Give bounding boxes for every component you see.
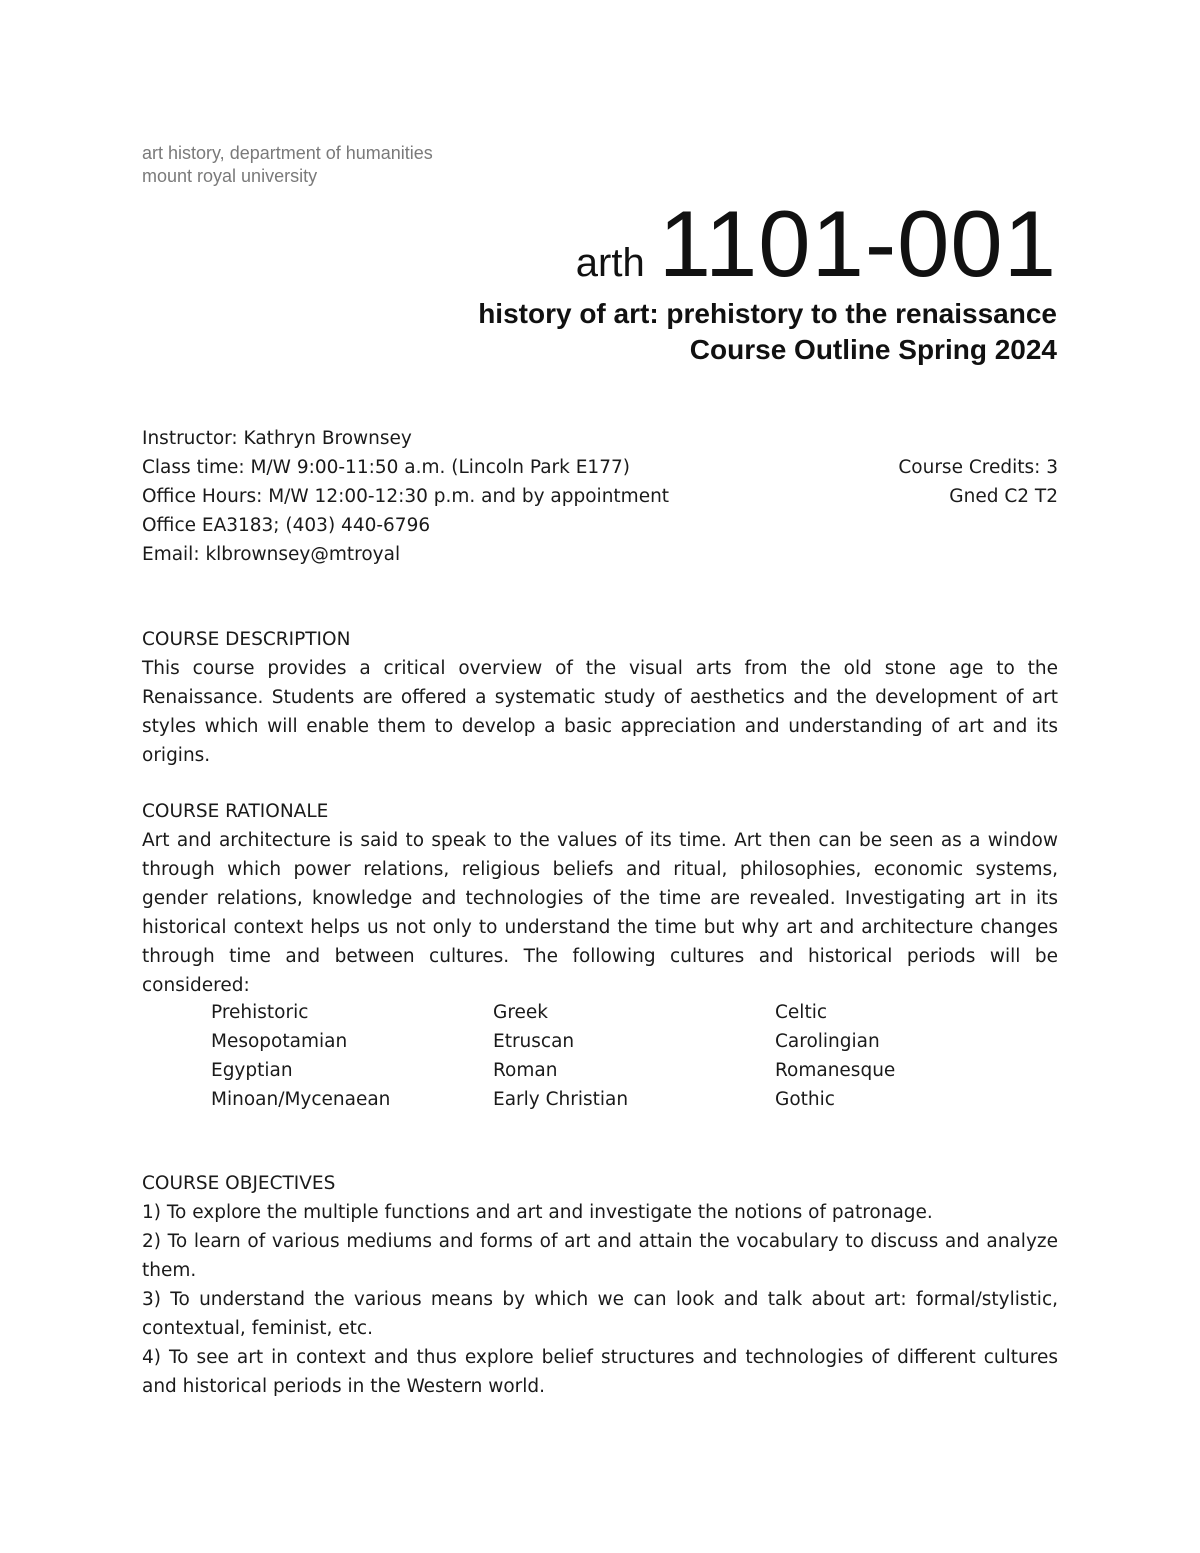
section-heading: COURSE RATIONALE [142,801,329,822]
office-line: Office EA3183; (403) 440-6796 [142,515,431,536]
university-name: mount royal university [142,166,318,186]
course-prefix: arth [575,241,645,285]
info-row [142,540,1058,569]
section-heading: COURSE DESCRIPTION [142,629,351,650]
class-time-line: Class time: M/W 9:00-11:50 a.m. (Lincoln Park E177) [142,457,630,478]
department-name: art history, department of humanities [142,143,433,163]
section-paragraph: This course provides a critical overview of the visual arts from the old stone age to the Renaissance. Students are offered a systematic study of aesthetics and the development of art styles which will enable them to develop a basic appreciation and understanding of art and its origins. [142,658,1058,766]
periods-row [211,998,911,1027]
objective-item: 1) To explore the multiple functions and art and investigate the notions of patronage. [142,1202,933,1223]
period-item: Greek [493,1002,549,1023]
course-objectives-section [142,1169,1058,1401]
periods-row [211,1056,911,1085]
course-info [142,424,1058,569]
course-subtitle: Course Outline Spring 2024 [689,334,1057,365]
period-item: Mesopotamian [211,1031,348,1052]
info-row [142,424,1058,453]
section-heading: COURSE OBJECTIVES [142,1173,336,1194]
period-item: Gothic [775,1089,835,1110]
course-credits: Course Credits: 3 [898,457,1058,478]
section-paragraph: Art and architecture is said to speak to the values of its time. Art then can be seen as a window through which power relations, religious beliefs and ritual, philosophies, economic systems, gender relations, knowledge and technologies of the time are revealed. Investigating art in its historical context helps us not only to understand the time but why art and architecture changes through time and between cultures. The following cultures and historical periods will be considered: [142,830,1058,996]
info-row [142,482,1058,511]
period-item: Celtic [775,1002,828,1023]
course-rationale-section [142,797,1058,1000]
objective-item: 4) To see art in context and thus explore belief structures and technologies of different cultures and historical periods in the Western world. [142,1347,1058,1397]
gned-designation: Gned C2 T2 [949,486,1058,507]
period-item: Carolingian [775,1031,880,1052]
period-item: Egyptian [211,1060,293,1081]
course-code [576,190,1057,298]
course-titles [478,296,1057,368]
period-item: Minoan/Mycenaean [211,1089,391,1110]
period-item: Etruscan [493,1031,575,1052]
office-hours-line: Office Hours: M/W 12:00-12:30 p.m. and by appointment [142,486,670,507]
period-item: Roman [493,1060,558,1081]
course-number: 1101-001 [658,191,1057,296]
periods-row [211,1085,911,1114]
instructor-line: Instructor: Kathryn Brownsey [142,428,412,449]
period-item: Romanesque [775,1060,896,1081]
period-item: Prehistoric [211,1002,309,1023]
periods-list [211,998,911,1114]
info-row [142,511,1058,540]
course-description-section [142,625,1058,770]
info-row [142,453,1058,482]
email-line: Email: klbrownsey@mtroyal [142,544,401,565]
objective-item: 2) To learn of various mediums and forms of art and attain the vocabulary to discuss and analyze them. [142,1231,1058,1281]
periods-row [211,1027,911,1056]
period-item: Early Christian [493,1089,629,1110]
course-title: history of art: prehistory to the renaissance [478,298,1057,329]
department-header [142,142,742,188]
objective-item: 3) To understand the various means by which we can look and talk about art: formal/stylistic, contextual, feminist, etc. [142,1289,1058,1339]
